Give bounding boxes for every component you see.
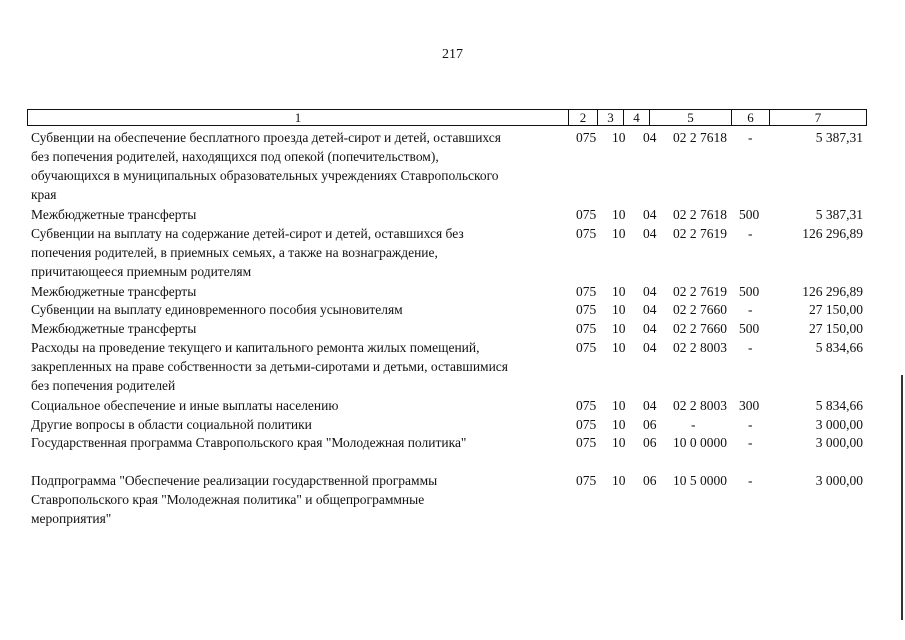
section-code: 10: [612, 321, 626, 336]
target-article-code: 10 5 0000: [673, 473, 727, 488]
ministry-code: 075: [576, 473, 597, 488]
target-article-code: 02 2 7619: [673, 284, 727, 299]
section-code: 10: [612, 473, 626, 488]
row-description: [31, 396, 576, 415]
row-description-line: причитающееся приемным родителям: [31, 264, 252, 279]
row-description-line: без попечения родителей, находящихся под опекой (попечительством),: [31, 149, 439, 164]
row-description-line: закрепленных на праве собственности за детьми-сиротами и детьми, оставшимися: [31, 359, 509, 374]
section-code: 10: [612, 284, 626, 299]
expense-type-code: 500: [739, 321, 760, 336]
ministry-code: 075: [576, 130, 597, 145]
row-description: [31, 471, 576, 528]
subsection-code: 04: [643, 207, 657, 222]
subsection-code: 04: [643, 321, 657, 336]
section-code: 10: [612, 226, 626, 241]
row-description-line: Подпрограмма "Обеспечение реализации государственной программы: [31, 473, 438, 488]
subsection-code: 06: [643, 473, 657, 488]
expense-type-code: -: [748, 340, 753, 355]
header-col-7: 7: [769, 110, 866, 125]
subsection-code: 04: [643, 130, 657, 145]
expense-type-code: -: [748, 130, 753, 145]
row-description-line: Расходы на проведение текущего и капитального ремонта жилых помещений,: [31, 340, 480, 355]
ministry-code: 075: [576, 207, 597, 222]
row-description-line: Межбюджетные трансферты: [31, 321, 197, 336]
table-header: [27, 109, 867, 126]
expense-type-code: -: [748, 226, 753, 241]
ministry-code: 075: [576, 435, 597, 450]
amount: 5 387,31: [815, 130, 863, 145]
header-col-2: 2: [568, 110, 597, 125]
row-description: [31, 415, 576, 434]
expense-type-code: 500: [739, 284, 760, 299]
header-col-3: 3: [597, 110, 623, 125]
expense-type-code: -: [748, 435, 753, 450]
target-article-code: 02 2 8003: [673, 398, 727, 413]
row-description-line: края: [31, 187, 57, 202]
section-code: 10: [612, 417, 626, 432]
subsection-code: 06: [643, 417, 657, 432]
target-article-code: 02 2 7660: [673, 321, 727, 336]
amount: 5 834,66: [815, 340, 863, 355]
amount: 3 000,00: [815, 417, 863, 432]
subsection-code: 04: [643, 340, 657, 355]
expense-type-code: -: [748, 302, 753, 317]
page-number: 217: [442, 47, 463, 62]
row-description-line: Субвенции на выплату на содержание детей-сирот и детей, оставшихся без: [31, 226, 464, 241]
amount: 27 150,00: [809, 302, 863, 317]
subsection-code: 04: [643, 284, 657, 299]
amount: 3 000,00: [815, 473, 863, 488]
ministry-code: 075: [576, 398, 597, 413]
row-description: [31, 433, 576, 452]
row-description: [31, 300, 576, 319]
section-code: 10: [612, 302, 626, 317]
amount: 5 834,66: [815, 398, 863, 413]
row-description-line: мероприятия": [31, 511, 112, 526]
amount: 5 387,31: [815, 207, 863, 222]
subsection-code: 04: [643, 302, 657, 317]
subsection-code: 04: [643, 226, 657, 241]
header-col-5: 5: [649, 110, 731, 125]
row-description-line: без попечения родителей: [31, 378, 176, 393]
header-col-6: 6: [731, 110, 769, 125]
row-description-line: Межбюджетные трансферты: [31, 284, 197, 299]
row-description-line: Социальное обеспечение и иные выплаты населению: [31, 398, 339, 413]
target-article-code: 02 2 7618: [673, 207, 727, 222]
row-description-line: попечения родителей, в приемных семьях, а также на вознаграждение,: [31, 245, 438, 260]
target-article-code: 02 2 7619: [673, 226, 727, 241]
row-description: [31, 205, 576, 224]
amount: 126 296,89: [802, 284, 863, 299]
scan-edge-line: [901, 375, 903, 620]
expense-type-code: 300: [739, 398, 760, 413]
ministry-code: 075: [576, 321, 597, 336]
amount: 126 296,89: [802, 226, 863, 241]
expense-type-code: -: [748, 473, 753, 488]
amount: 3 000,00: [815, 435, 863, 450]
ministry-code: 075: [576, 226, 597, 241]
subsection-code: 06: [643, 435, 657, 450]
row-description: [31, 128, 576, 204]
section-code: 10: [612, 435, 626, 450]
section-code: 10: [612, 398, 626, 413]
ministry-code: 075: [576, 417, 597, 432]
row-description: [31, 338, 576, 395]
target-article-code: 10 0 0000: [673, 435, 727, 450]
expense-type-code: 500: [739, 207, 760, 222]
row-description-line: Ставропольского края "Молодежная политика" и общепрограммные: [31, 492, 425, 507]
header-col-4: 4: [623, 110, 649, 125]
target-article-code: 02 2 7618: [673, 130, 727, 145]
row-description-line: Межбюджетные трансферты: [31, 207, 197, 222]
ministry-code: 075: [576, 284, 597, 299]
target-article-code: 02 2 8003: [673, 340, 727, 355]
target-article-code: 02 2 7660: [673, 302, 727, 317]
subsection-code: 04: [643, 398, 657, 413]
amount: 27 150,00: [809, 321, 863, 336]
target-article-code: -: [691, 417, 696, 432]
row-description-line: Субвенции на обеспечение бесплатного проезда детей-сирот и детей, оставшихся: [31, 130, 501, 145]
row-description-line: Другие вопросы в области социальной политики: [31, 417, 312, 432]
ministry-code: 075: [576, 340, 597, 355]
section-code: 10: [612, 130, 626, 145]
section-code: 10: [612, 207, 626, 222]
row-description: [31, 282, 576, 301]
row-description-line: Субвенции на выплату единовременного пособия усыновителям: [31, 302, 403, 317]
row-description: [31, 319, 576, 338]
row-description: [31, 224, 576, 281]
ministry-code: 075: [576, 302, 597, 317]
section-code: 10: [612, 340, 626, 355]
row-description-line: Государственная программа Ставропольского края "Молодежная политика": [31, 435, 467, 450]
header-col-1: 1: [294, 110, 302, 125]
row-description-line: обучающихся в муниципальных образовательных учреждениях Ставропольского: [31, 168, 499, 183]
expense-type-code: -: [748, 417, 753, 432]
